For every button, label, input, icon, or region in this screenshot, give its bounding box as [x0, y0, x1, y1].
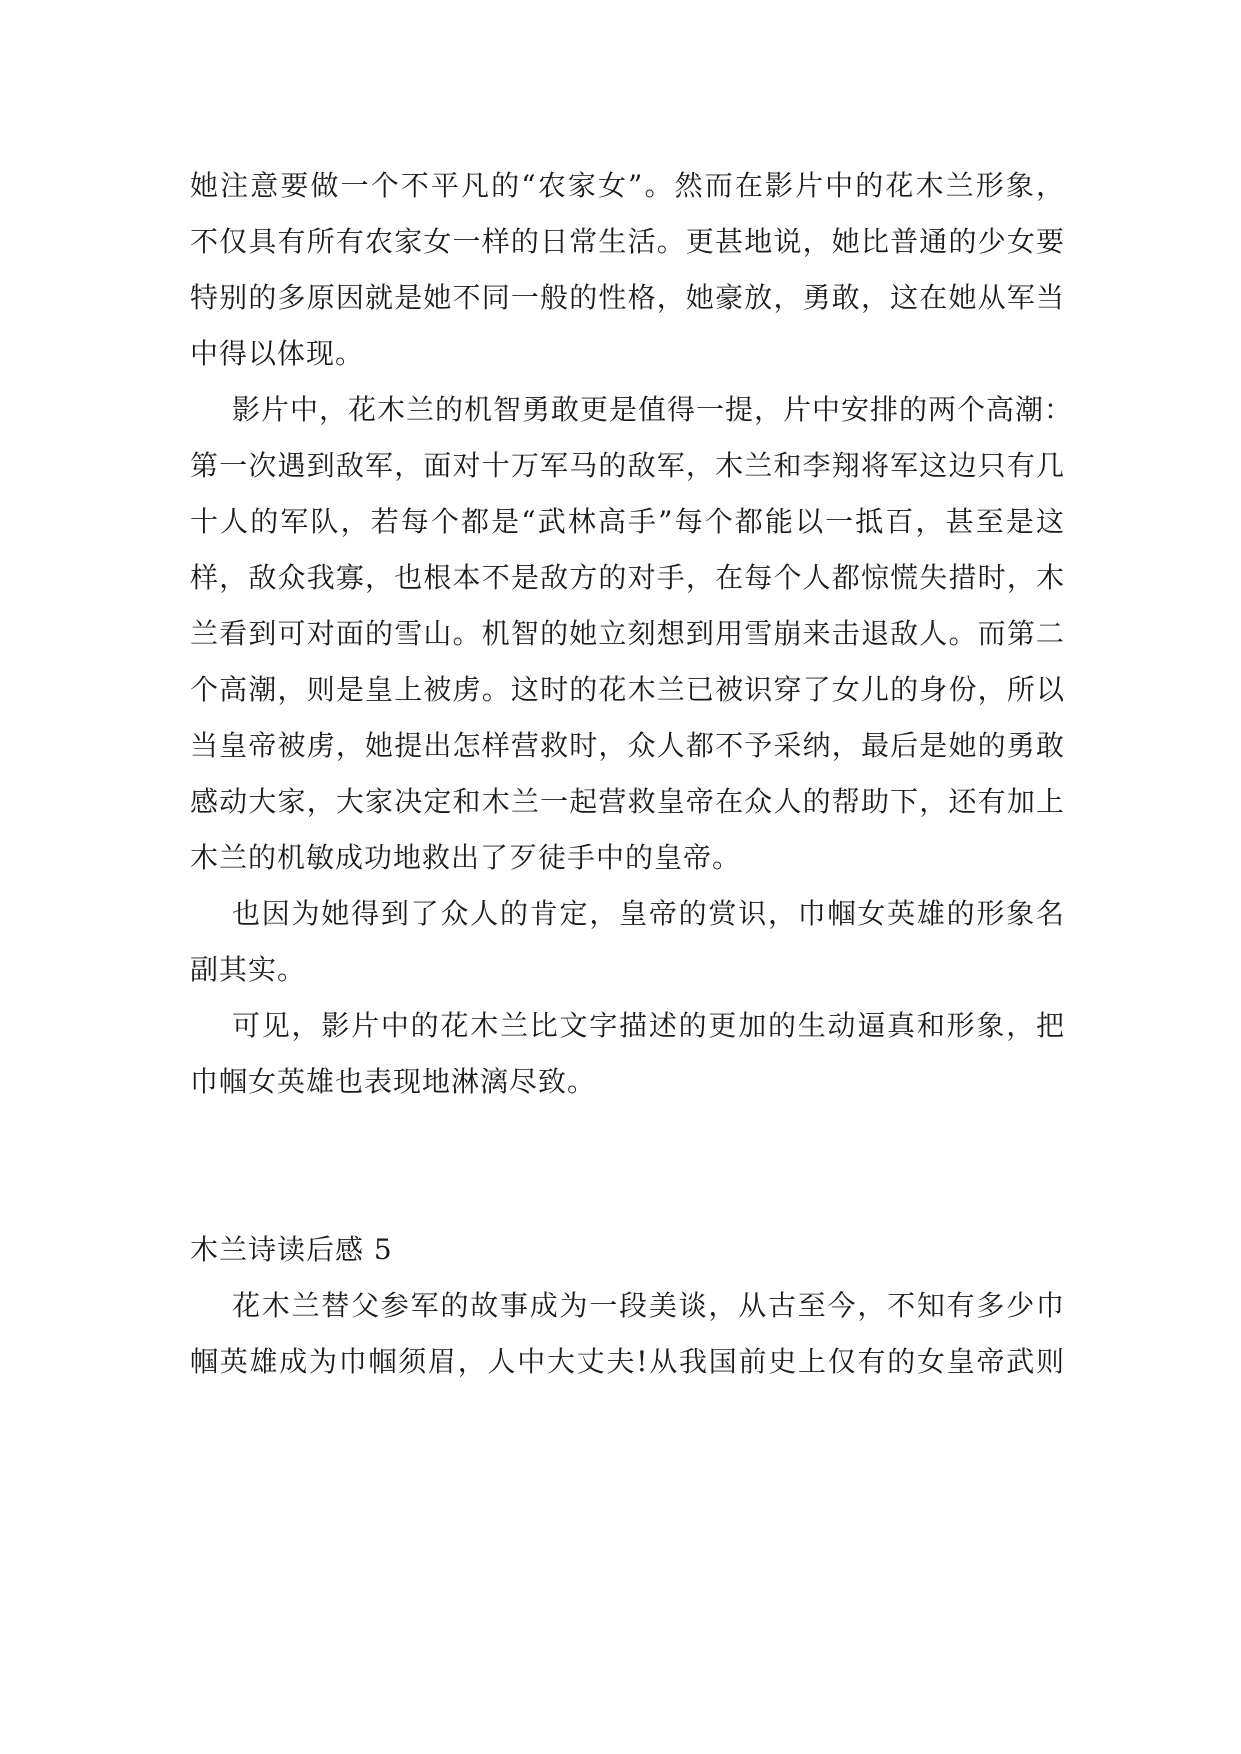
- text-line: 副其实。: [190, 953, 307, 986]
- document-body: [190, 158, 1074, 1390]
- text-line: 花木兰替父参军的故事成为一段美谈，从古至今，不知有多少巾: [232, 1289, 1065, 1322]
- text-line: 感动大家，大家决定和木兰一起营救皇帝在众人的帮助下，还有加上: [190, 785, 1065, 818]
- text-line: 十人的军队，若每个都是“武林高手”每个都能以一抵百，甚至是这: [190, 505, 1065, 538]
- paragraph-4: [190, 998, 1065, 1110]
- text-line: 木兰的机敏成功地救出了歹徒手中的皇帝。: [190, 841, 742, 874]
- text-line: 样，敌众我寡，也根本不是敌方的对手，在每个人都惊慌失措时，木: [190, 561, 1065, 594]
- paragraph-2: [190, 382, 1074, 886]
- text-line: 她注意要做一个不平凡的“农家女”。然而在影片中的花木兰形象，: [190, 169, 1065, 202]
- text-line: 兰看到可对面的雪山。机智的她立刻想到用雪崩来击退敌人。而第二: [190, 617, 1065, 650]
- text-line: 也因为她得到了众人的肯定，皇帝的赏识，巾帼女英雄的形象名: [232, 897, 1065, 930]
- section-gap: [190, 1110, 1065, 1222]
- paragraph-1: [190, 158, 1065, 382]
- text-line: 帼英雄成为巾帼须眉，人中大丈夫!从我国前史上仅有的女皇帝武则: [190, 1345, 1065, 1378]
- text-line: 特别的多原因就是她不同一般的性格，她豪放，勇敢，这在她从军当: [190, 281, 1065, 314]
- text-line: 可见，影片中的花木兰比文字描述的更加的生动逼真和形象，把: [232, 1009, 1065, 1042]
- text-line: 个高潮，则是皇上被虏。这时的花木兰已被识穿了女儿的身份，所以: [190, 673, 1065, 706]
- text-line: 第一次遇到敌军，面对十万军马的敌军，木兰和李翔将军这边只有几: [190, 449, 1065, 482]
- section-title: 木兰诗读后感 5: [190, 1233, 393, 1266]
- text-line: 当皇帝被虏，她提出怎样营救时，众人都不予采纳，最后是她的勇敢: [190, 729, 1065, 762]
- text-line: 不仅具有所有农家女一样的日常生活。更甚地说，她比普通的少女要: [190, 225, 1065, 258]
- text-line: 中得以体现。: [190, 337, 365, 370]
- paragraph-5: [190, 1278, 1065, 1390]
- text-line: 巾帼女英雄也表现地淋漓尽致。: [190, 1065, 597, 1098]
- paragraph-3: [190, 886, 1065, 998]
- text-line: 影片中，花木兰的机智勇敢更是值得一提，片中安排的两个高潮：: [232, 393, 1074, 426]
